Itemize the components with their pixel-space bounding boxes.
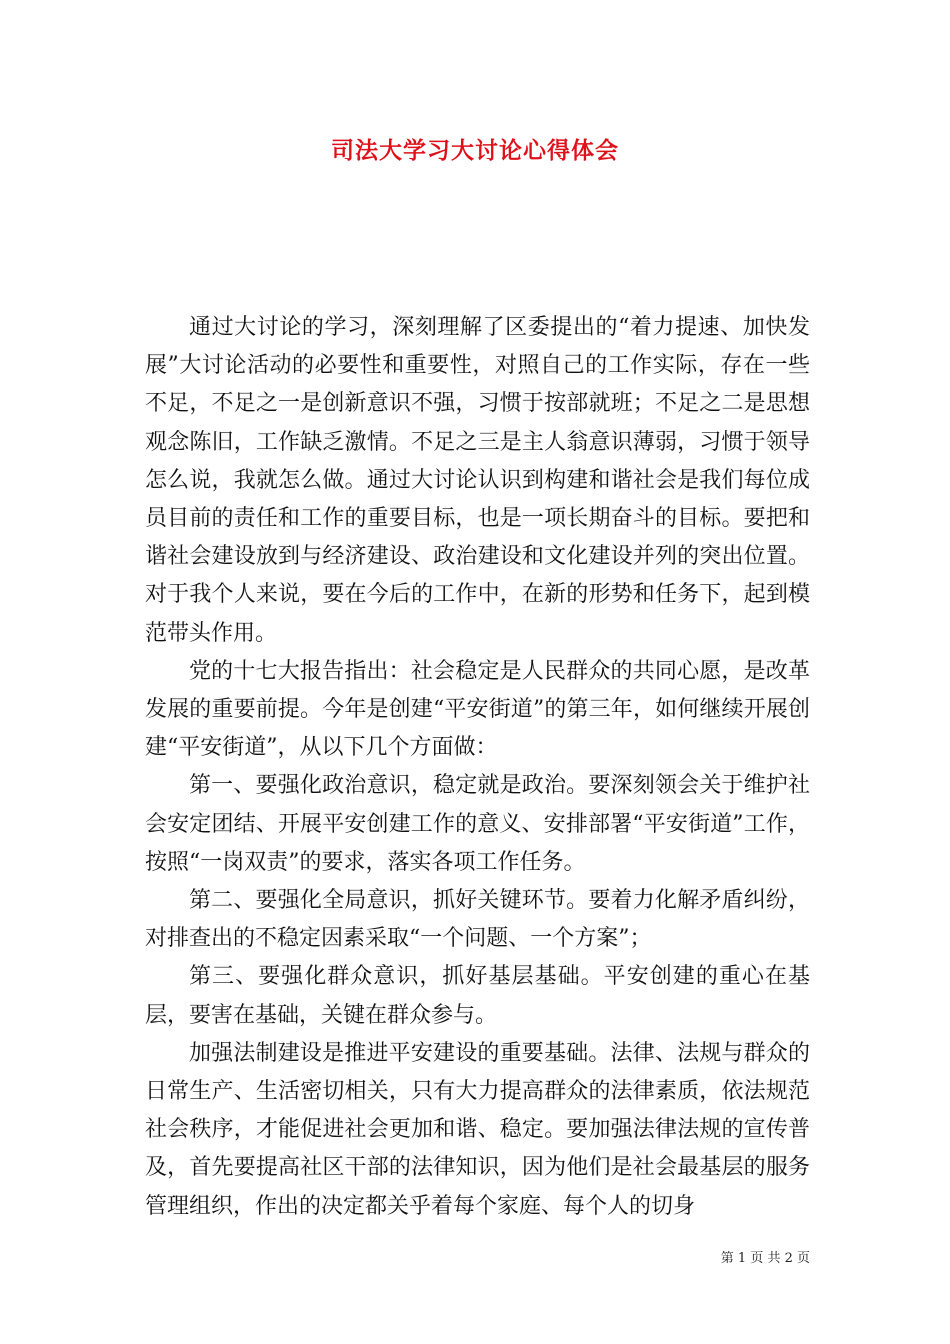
paragraph-3: 第一、要强化政治意识，稳定就是政治。要深刻领会关于维护社会安定团结、开展平安创建工作的意义、安排部署“平安街道”工作，按照“一岗双责”的要求，落实各项工作任务。	[145, 773, 810, 875]
document-body	[145, 309, 810, 1226]
paragraph-1: 通过大讨论的学习，深刻理解了区委提出的“着力提速、加快发展”大讨论活动的必要性和重要性，对照自己的工作实际，存在一些不足，不足之一是创新意识不强，习惯于按部就班；不足之二是思想观念陈旧，工作缺乏激情。不足之三是主人翁意识薄弱，习惯于领导怎么说，我就怎么做。通过大讨论认识到构建和谐社会是我们每位成员目前的责任和工作的重要目标，也是一项长期奋斗的目标。要把和谐社会建设放到与经济建设、政治建设和文化建设并列的突出位置。对于我个人来说，要在今后的工作中，在新的形势和任务下，起到模范带头作用。	[145, 315, 810, 646]
paragraph-4: 第二、要强化全局意识，抓好关键环节。要着力化解矛盾纠纷，对排查出的不稳定因素采取“一个问题、一个方案”；	[145, 888, 810, 952]
paragraph-2: 党的十七大报告指出：社会稳定是人民群众的共同心愿，是改革发展的重要前提。今年是创建“平安街道”的第三年，如何继续开展创建“平安街道”，从以下几个方面做：	[145, 658, 810, 761]
paragraph-5: 第三、要强化群众意识，抓好基层基础。平安创建的重心在基层，要害在基础，关键在群众参与。	[145, 964, 810, 1028]
paragraph-6: 加强法制建设是推进平安建设的重要基础。法律、法规与群众的日常生产、生活密切相关，只有大力提高群众的法律素质，依法规范社会秩序，才能促进社会更加和谐、稳定。要加强法律法规的宣传普及，首先要提高社区干部的法律知识，因为他们是社会最基层的服务管理组织，作出的决定都关乎着每个家庭、每个人的切身	[145, 1040, 810, 1219]
page-number: 第 1 页 共 2 页	[720, 1251, 810, 1266]
document-title: 司法大学习大讨论心得体会	[331, 137, 619, 164]
